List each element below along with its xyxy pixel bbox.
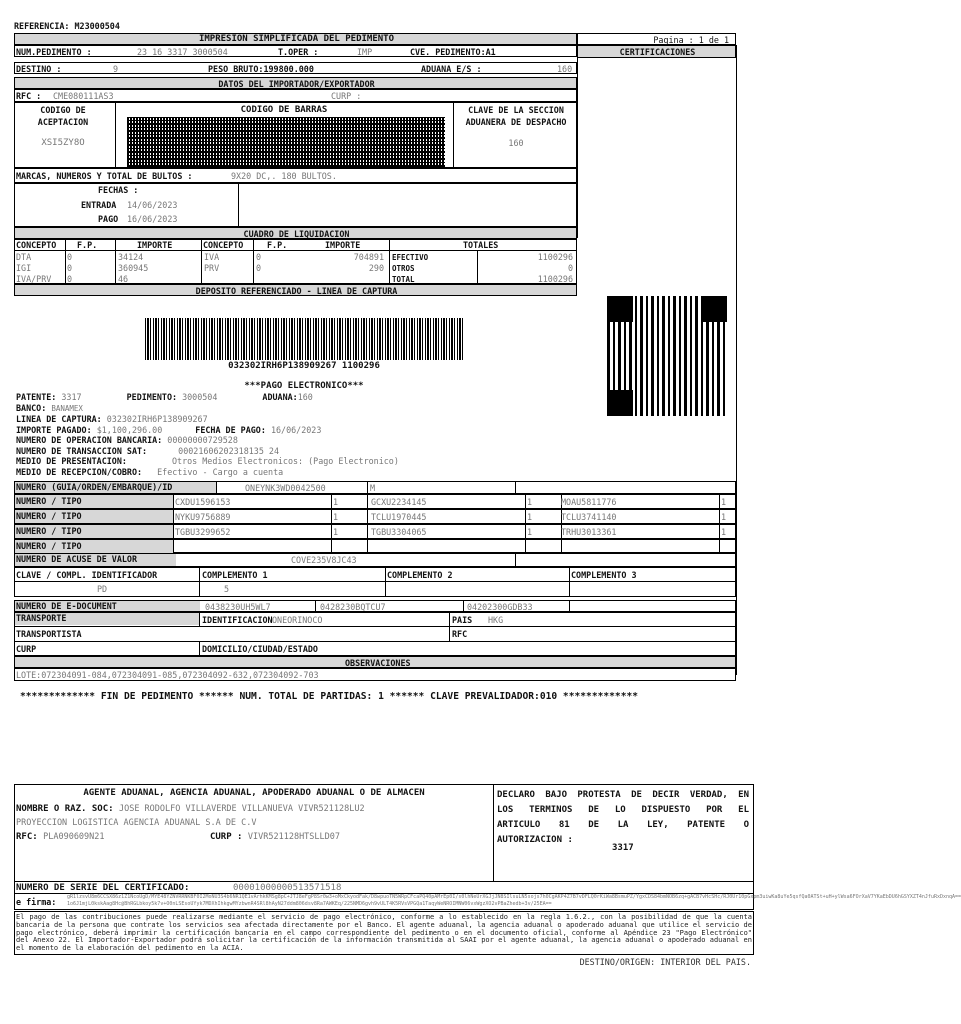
contenedor-label: NUMERO / TIPO xyxy=(15,495,174,508)
contenedor-row xyxy=(14,524,736,539)
patente: 3317 xyxy=(61,392,82,402)
declaro-3: ARTICULO 81 DE LA LEY, PATENTE O xyxy=(497,820,749,830)
medio-rec: Efectivo - Cargo a cuenta xyxy=(157,466,284,477)
linea-captura-barcode-icon xyxy=(145,318,463,360)
contenedor-label: NUMERO / TIPO xyxy=(15,540,174,553)
importe: $1,100,296.00 xyxy=(96,424,163,435)
contenedor-tipo: 1 xyxy=(721,512,727,522)
efirma-label: e firma: xyxy=(16,897,57,907)
banco-label: BANCO: xyxy=(16,402,47,413)
comp1-label: COMPLEMENTO 1 xyxy=(202,570,268,580)
aduana-label: ADUANA E/S : xyxy=(421,64,482,74)
observaciones-header-text: OBSERVACIONES xyxy=(345,658,411,668)
contenedor-numero: CXDU1596153 xyxy=(175,497,231,507)
liq-fp-1: 0 xyxy=(67,252,73,262)
agencia: PROYECCION LOGISTICA AGENCIA ADUANAL S.A DE C.V xyxy=(16,818,257,828)
liquidacion-header-text: CUADRO DE LIQUIDACION xyxy=(243,229,350,239)
linea-label: LINEA DE CAPTURA: xyxy=(16,414,102,424)
banco: BANAMEX xyxy=(51,403,83,413)
patente-label: PATENTE: xyxy=(16,392,57,402)
transaccion-label: NUMERO DE TRANSACCION SAT: xyxy=(16,445,148,456)
row-rfc xyxy=(14,89,577,102)
contenedor-tipo: 1 xyxy=(333,527,339,537)
liq-concepto-2: IGI xyxy=(16,263,32,273)
liquidacion-header xyxy=(14,227,577,239)
liq-h-concepto2: CONCEPTO xyxy=(203,240,244,250)
efectivo-value: 1100296 xyxy=(537,252,573,262)
edoc-3: 04202300GDB33 xyxy=(467,602,533,612)
codigo-aceptacion: XSI5ZY8O xyxy=(41,138,85,148)
liq-fp-3: 0 xyxy=(67,274,73,284)
toper-label: T.OPER : xyxy=(278,47,319,57)
acuse: COVE235V8JC43 xyxy=(291,555,357,565)
contenedor-tipo: 1 xyxy=(527,497,533,507)
medio-pres: Otros Medios Electronicos: (Pago Electronico) xyxy=(171,456,399,466)
marcas-label: MARCAS, NUMEROS Y TOTAL DE BULTOS : xyxy=(16,171,193,181)
comp3-label: COMPLEMENTO 3 xyxy=(571,570,637,580)
legal-block xyxy=(14,911,754,955)
otros-label: OTROS xyxy=(392,264,415,273)
page-title: IMPRESION SIMPLIFICADA DEL PEDIMENTO xyxy=(198,34,395,44)
liq-importe-1: 34124 xyxy=(118,252,144,262)
identificacion: ONEORINOCO xyxy=(272,615,323,625)
aduana2-label: ADUANA: xyxy=(262,392,298,402)
efectivo-label: EFECTIVO xyxy=(392,253,429,262)
liq-h-concepto: CONCEPTO xyxy=(16,240,57,250)
liq-h-totales: TOTALES xyxy=(463,240,499,250)
liq-fp-2: 0 xyxy=(67,263,73,273)
legal-text: El pago de las contribuciones puede realizarse mediante el servicio de pago electrónico, conforme a lo establecido en la regla 1.6.2., con la posibilidad de que la cuenta bancaria de la persona que contrate los servicios sea afectada directamente por el Banco. El agente aduanal, la agencia aduanal o apoderado aduanal que utilice el servicio de pago electrónico, deberá imprimir la certificación bancaria en el campo correspondiente del pedimento o en el documento oficial, conforme al Apéndice 23 "Pago Electrónico" del Anexo 22. El Importador-Exportador podrá solicitar la certificación de la información transmitida al SAAI por el agente aduanal, la agencia aduanal o apoderado aduanal en el momento de la elaboración del pedimento en la ACIA. xyxy=(16,913,752,953)
entrada-label: ENTRADA xyxy=(81,200,117,210)
transporte-label: TRANSPORTE xyxy=(15,613,200,625)
liq-concepto-4: IVA xyxy=(204,252,220,262)
guia-label: NUMERO (GUIA/ORDEN/EMBARQUE)/ID xyxy=(15,482,216,493)
pedimento-label: PEDIMENTO: xyxy=(126,392,178,402)
contenedor-numero: TRHU3013361 xyxy=(561,527,617,537)
guia: ONEYNK3WD0042500 xyxy=(245,483,326,493)
contenedor-row xyxy=(14,509,736,524)
medio-pres-label: MEDIO DE PRESENTACION: xyxy=(16,456,127,466)
liq-importe-4: 704891 xyxy=(353,252,384,262)
row-destino xyxy=(14,62,577,74)
liq-importe-5: 290 xyxy=(368,263,384,273)
contenedor-tipo: 1 xyxy=(527,527,533,537)
curp2-label: CURP xyxy=(16,644,37,654)
contenedor-numero: TCLU1970445 xyxy=(371,512,427,522)
contenedor-numero: TGBU3304065 xyxy=(371,527,427,537)
destino-origen: DESTINO/ORIGEN: INTERIOR DEL PAIS. xyxy=(579,957,751,967)
acuse-row xyxy=(14,553,736,567)
contenedor-row xyxy=(14,494,736,509)
importador-header-text: DATOS DEL IMPORTADOR/EXPORTADOR xyxy=(218,79,375,89)
clave-compl: PD xyxy=(97,584,108,594)
row-marcas xyxy=(14,168,577,183)
qr-code-icon xyxy=(607,296,727,416)
contenedor-label: NUMERO / TIPO xyxy=(15,525,174,538)
fecha-pago-label: FECHA DE PAGO: xyxy=(195,424,266,435)
efirma-line-1: gR1lzsvU8m6CCSX86z1Z1NcoUgD/MYE48YZNVRRNKBF0I2MoNU3S4b6NR1QE1vArhkKMSg8pC+JTJ8eFgP8Sr0w3+oMxCkyodFak/D8wpuoTN5WRpCFcaPQ40pAMrEp0I/s0lhNeUrXGJjJN8SIlsuLN5sojs7h0CgAKP4Z7B7vDFLQ0rKiWa8BsmuPZ/YgxCDS84bmNOB6zq+gACB7vHcSHc/RJ0Ur10pGxpm3uiwKa8uYe5qsfQa0ATSt+uH+ylWsa6FOrXaV7YKaEbDU6hGSYXZT4nJfuRxDxnqA== xyxy=(67,894,961,900)
transporte-block xyxy=(14,612,736,656)
codigo-aceptacion-label: CODIGO DE ACEPTACION xyxy=(37,105,89,127)
declaro-4: AUTORIZACION : xyxy=(497,835,573,845)
destino: 9 xyxy=(113,64,119,74)
liq-importe-3: 46 xyxy=(118,274,129,284)
linea-barcode-text: 032302IRH6P138909267 1100296 xyxy=(228,361,380,371)
contenedor-tipo: 1 xyxy=(333,497,339,507)
edoc-row xyxy=(14,600,736,612)
fecha-pago: 16/06/2023 xyxy=(270,424,322,435)
referencia: REFERENCIA: M23000504 xyxy=(14,21,120,31)
declaro-2: LOS TERMINOS DE LO DISPUESTO POR EL xyxy=(497,805,749,815)
observaciones-header xyxy=(14,656,736,668)
deposito-header xyxy=(14,284,577,296)
identificacion-label: IDENTIFICACION xyxy=(202,615,273,625)
agente-block xyxy=(14,784,961,910)
comp2-label: COMPLEMENTO 2 xyxy=(387,570,453,580)
importador-header xyxy=(14,77,577,89)
liq-h-fp: F.P. xyxy=(77,240,98,250)
pagina-box xyxy=(577,33,736,45)
transaccion: 00021606202318135 24 xyxy=(178,445,279,456)
entrada: 14/06/2023 xyxy=(127,200,178,210)
row-num-pedimento xyxy=(14,45,577,57)
liquidacion-table xyxy=(14,239,577,284)
curp3-label: CURP : xyxy=(209,832,243,842)
domicilio-label: DOMICILIO/CIUDAD/ESTADO xyxy=(202,644,318,654)
liq-importe-2: 360945 xyxy=(118,263,149,273)
liq-h-fp2: F.P. xyxy=(267,240,288,250)
liq-fp-4: 0 xyxy=(256,252,262,262)
serie-label: NUMERO DE SERIE DEL CERTIFICADO: xyxy=(16,883,190,893)
codigo-block xyxy=(14,102,577,168)
total-label: TOTAL xyxy=(392,275,415,284)
clave-compl-label: CLAVE / COMPL. IDENTIFICADOR xyxy=(16,570,158,580)
certificaciones-header xyxy=(577,45,736,58)
nombre: JOSE RODOLFO VILLAVERDE VILLANUEVA VIVR521128LU2 xyxy=(118,804,365,814)
transportista-label: TRANSPORTISTA xyxy=(16,629,82,639)
contenedor-tipo: 1 xyxy=(527,512,533,522)
contenedor-tipo: 1 xyxy=(721,527,727,537)
pago-electronico: ***PAGO ELECTRONICO*** xyxy=(244,381,364,391)
pais-label: PAIS xyxy=(452,615,473,625)
fechas-label: FECHAS : xyxy=(98,185,139,195)
linea: 032302IRH6P138909267 xyxy=(106,414,208,424)
contenedor-numero: NYKU9756889 xyxy=(175,512,231,522)
contenedor-row xyxy=(14,539,736,553)
complementos-block xyxy=(14,567,736,597)
declaro-1: DECLARO BAJO PROTESTA DE DECIR VERDAD, EN xyxy=(497,790,749,800)
num-pedimento-label: NUM.PEDIMENTO : xyxy=(16,47,92,57)
pedimento: 3000504 xyxy=(182,392,218,402)
otros-value: 0 xyxy=(567,263,573,273)
acuse-label: NUMERO DE ACUSE DE VALOR xyxy=(15,554,176,566)
edoc-1: 0438230UH5WL7 xyxy=(205,602,271,612)
rfc2-label: RFC xyxy=(452,629,468,639)
liq-h-importe: IMPORTE xyxy=(137,240,173,250)
cve-pedimento: CVE. PEDIMENTO:A1 xyxy=(410,47,496,57)
rfc3: PLA090609N21 xyxy=(43,832,105,842)
observaciones: LOTE:072304091-084,072304091-085,072304092-632,072304092-703 xyxy=(16,670,319,680)
total-value: 1100296 xyxy=(537,274,573,284)
op-bancaria-label: NUMERO DE OPERACION BANCARIA: xyxy=(16,435,163,445)
destino-label: DESTINO : xyxy=(16,64,62,74)
liq-fp-5: 0 xyxy=(256,263,262,273)
pago-label: PAGO xyxy=(98,214,119,224)
edoc-2: 0428230BQTCU7 xyxy=(320,602,386,612)
efirma-line-2: 1o6J1mjL0kskAag8Hc@BhRGLbkoy5k7v+O0nLSEsoUYyk7MDXhIhkgwMYzbwnR4SRl8hAyN27ddm806dsv8Ra7AWKEq/225NMD6gvh9vULT4K5RVsVPGQa1TaqyWeNROIMNW06vxWgzXO2vPBaZhedb+3v/25EA== xyxy=(67,900,552,907)
liq-h-importe2: IMPORTE xyxy=(325,240,361,250)
autorizacion: 3317 xyxy=(612,843,634,853)
toper: IMP xyxy=(357,47,373,57)
aduana2: 160 xyxy=(297,392,313,402)
pais: HKG xyxy=(488,615,504,625)
contenedor-tipo: 1 xyxy=(721,497,727,507)
pagina: Pagina : 1 de 1 xyxy=(653,35,729,45)
rfc: CME080111AS3 xyxy=(53,91,114,101)
contenedor-label: NUMERO / TIPO xyxy=(15,510,174,523)
serie: 00001000000513571518 xyxy=(233,883,342,893)
title-bar xyxy=(14,33,577,45)
guia-id: M xyxy=(370,483,376,493)
rfc3-label: RFC: xyxy=(16,832,38,842)
pago: 16/06/2023 xyxy=(127,214,178,224)
marcas: 9X20 DC,. 180 BULTOS. xyxy=(231,171,337,181)
contenedor-numero: GCXU2234145 xyxy=(371,497,427,507)
medio-rec-label: MEDIO DE RECEPCION/COBRO: xyxy=(16,466,143,477)
clave-seccion: 160 xyxy=(508,138,524,148)
certificaciones-label: CERTIFICACIONES xyxy=(619,47,696,57)
fin-pedimento: ************* FIN DE PEDIMENTO ****** NUM. TOTAL DE PARTIDAS: 1 ****** CLAVE PREVALIDADOR:010 ************* xyxy=(20,691,639,702)
contenedor-numero: MOAU5811776 xyxy=(561,497,617,507)
nombre-label: NOMBRE O RAZ. SOC: xyxy=(16,804,114,814)
agente-header: AGENTE ADUANAL, AGENCIA ADUANAL, APODERADO ADUANAL O DE ALMACEN xyxy=(83,788,425,798)
liq-concepto-3: IVA/PRV xyxy=(16,274,52,284)
liq-concepto-5: PRV xyxy=(204,263,220,273)
liq-concepto-1: DTA xyxy=(16,252,32,262)
aduana: 160 xyxy=(557,64,573,74)
codigo-barras-label: CODIGO DE BARRAS xyxy=(240,105,328,115)
contenedor-tipo: 1 xyxy=(333,512,339,522)
rfc-label: RFC : xyxy=(16,91,42,101)
clave-seccion-label: CLAVE DE LA SECCION ADUANERA DE DESPACHO xyxy=(465,105,567,127)
pdf417-barcode-icon xyxy=(127,117,445,167)
num-pedimento: 23 16 3317 3000504 xyxy=(137,47,228,57)
deposito-header-text: DEPOSITO REFERENCIADO - LINEA DE CAPTURA xyxy=(195,286,398,296)
fechas-block xyxy=(14,183,577,227)
contenedor-numero: TGBU3299652 xyxy=(175,527,231,537)
peso-bruto: PESO BRUTO:199800.000 xyxy=(208,64,314,74)
curp-label: CURP : xyxy=(331,91,362,101)
op-bancaria: 00000000729528 xyxy=(167,435,238,445)
contenedor-numero: TCLU3741140 xyxy=(561,512,617,522)
importe-label: IMPORTE PAGADO: xyxy=(16,424,92,435)
edoc-label: NUMERO DE E-DOCUMENT xyxy=(15,601,200,611)
guia-row xyxy=(14,481,736,494)
observaciones-row xyxy=(14,668,736,681)
curp3: VIVR521128HTSLLD07 xyxy=(247,832,341,842)
comp1: 5 xyxy=(224,584,230,594)
